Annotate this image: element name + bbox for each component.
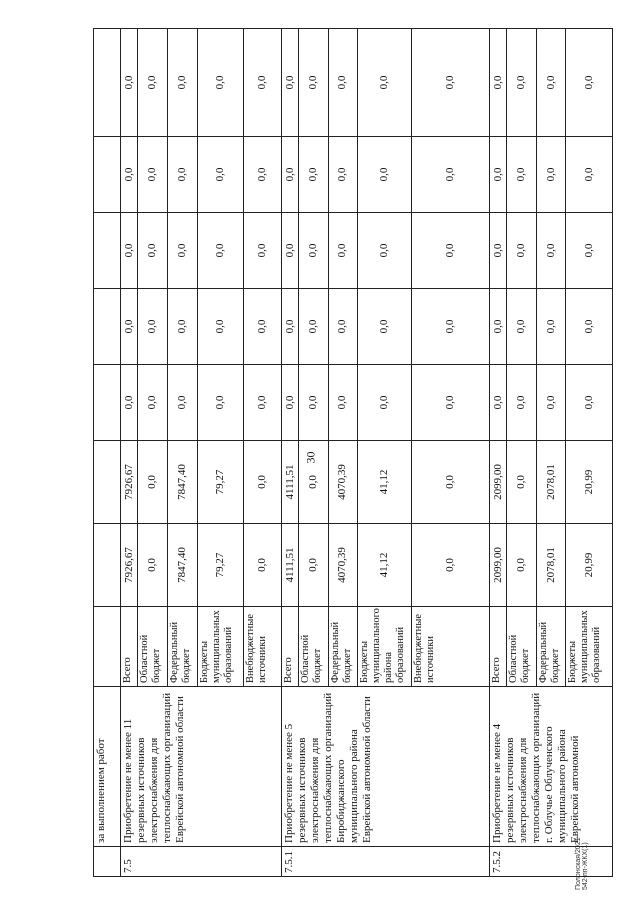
amount-cell: 0,0	[167, 137, 197, 213]
amount-cell: 79,27	[197, 524, 244, 607]
funding-source: Внебюджетные источники	[412, 607, 490, 687]
amount-cell: 0,0	[299, 441, 329, 524]
section-description: Приобретение не менее 11 резервных источников электроснабжения для теплоснабжающих организаций Еврейской автономной области	[121, 687, 282, 847]
funding-source: Всего	[490, 607, 507, 687]
amount-cell: 0,0	[282, 289, 299, 365]
amount-cell: 0,0	[138, 524, 168, 607]
funding-source: Областной бюджет	[138, 607, 168, 687]
section-number: 7.5.2	[490, 847, 613, 877]
amount-cell: 0,0	[490, 29, 507, 137]
cell-empty	[94, 29, 121, 137]
amount-cell: 0,0	[328, 213, 358, 289]
amount-cell: 0,0	[197, 289, 244, 365]
amount-cell: 0,0	[566, 213, 613, 289]
amount-cell: 4070,39	[328, 524, 358, 607]
cell-empty	[94, 607, 121, 687]
funding-source: Федеральный бюджет	[167, 607, 197, 687]
amount-cell: 0,0	[244, 29, 282, 137]
amount-cell: 0,0	[244, 213, 282, 289]
amount-cell: 0,0	[507, 289, 537, 365]
amount-cell: 0,0	[197, 213, 244, 289]
amount-cell: 2099,00	[490, 524, 507, 607]
amount-cell: 7926,67	[121, 524, 138, 607]
amount-cell: 0,0	[138, 213, 168, 289]
amount-cell: 0,0	[138, 365, 168, 441]
amount-cell: 0,0	[299, 213, 329, 289]
amount-cell: 0,0	[299, 289, 329, 365]
amount-cell: 0,0	[507, 365, 537, 441]
footer-code: Полонская/2021-542-пп-ЖКХ(1)	[575, 835, 589, 890]
amount-cell: 0,0	[358, 289, 412, 365]
section-number: 7.5.1	[282, 847, 490, 877]
amount-cell: 0,0	[536, 137, 566, 213]
amount-cell: 4111,51	[282, 441, 299, 524]
funding-source: Областной бюджет	[299, 607, 329, 687]
amount-cell: 0,0	[566, 365, 613, 441]
amount-cell: 0,0	[507, 441, 537, 524]
amount-cell: 2078,01	[536, 524, 566, 607]
amount-cell: 0,0	[138, 29, 168, 137]
amount-cell: 0,0	[536, 289, 566, 365]
amount-cell: 0,0	[244, 137, 282, 213]
cell-empty	[94, 289, 121, 365]
amount-cell: 0,0	[328, 137, 358, 213]
amount-cell: 0,0	[138, 137, 168, 213]
amount-cell: 0,0	[121, 137, 138, 213]
page-number: 30	[303, 451, 318, 464]
amount-cell: 0,0	[138, 289, 168, 365]
amount-cell: 0,0	[244, 524, 282, 607]
amount-cell: 0,0	[121, 365, 138, 441]
section-number: 7.5	[121, 847, 282, 877]
amount-cell: 0,0	[299, 29, 329, 137]
cell-empty	[94, 441, 121, 524]
amount-cell: 0,0	[282, 365, 299, 441]
amount-cell: 0,0	[412, 213, 490, 289]
amount-cell: 0,0	[244, 441, 282, 524]
amount-cell: 0,0	[536, 213, 566, 289]
amount-cell: 0,0	[167, 365, 197, 441]
amount-cell: 0,0	[197, 365, 244, 441]
amount-cell: 7926,67	[121, 441, 138, 524]
funding-source: Бюджеты муниципальных образований	[197, 607, 244, 687]
cell-empty	[94, 847, 121, 877]
amount-cell: 41,12	[358, 441, 412, 524]
table-row	[121, 29, 138, 877]
funding-source: Всего	[282, 607, 299, 687]
funding-source: Федеральный бюджет	[536, 607, 566, 687]
cell-empty	[94, 213, 121, 289]
header-continuation-text: за выполнением работ	[94, 687, 121, 847]
amount-cell: 7847,40	[167, 524, 197, 607]
amount-cell: 0,0	[412, 524, 490, 607]
amount-cell: 0,0	[299, 365, 329, 441]
amount-cell: 0,0	[566, 29, 613, 137]
amount-cell: 0,0	[167, 289, 197, 365]
amount-cell: 0,0	[566, 137, 613, 213]
cell-empty	[94, 365, 121, 441]
amount-cell: 0,0	[282, 213, 299, 289]
amount-cell: 79,27	[197, 441, 244, 524]
amount-cell: 41,12	[358, 524, 412, 607]
amount-cell: 7847,40	[167, 441, 197, 524]
amount-cell: 0,0	[138, 441, 168, 524]
amount-cell: 0,0	[328, 29, 358, 137]
amount-cell: 0,0	[490, 137, 507, 213]
amount-cell: 2099,00	[490, 441, 507, 524]
amount-cell: 0,0	[412, 29, 490, 137]
table-body	[94, 29, 613, 877]
amount-cell: 0,0	[299, 137, 329, 213]
amount-cell: 0,0	[358, 365, 412, 441]
funding-source: Бюджеты муниципальных образований	[566, 607, 613, 687]
amount-cell: 0,0	[490, 289, 507, 365]
amount-cell: 4070,39	[328, 441, 358, 524]
amount-cell: 0,0	[282, 137, 299, 213]
amount-cell: 0,0	[507, 524, 537, 607]
amount-cell: 0,0	[358, 137, 412, 213]
table-row	[282, 29, 299, 877]
amount-cell: 0,0	[328, 289, 358, 365]
cell-empty	[94, 524, 121, 607]
table-row	[490, 29, 507, 877]
cell-empty	[94, 137, 121, 213]
funding-source: Всего	[121, 607, 138, 687]
section-description: Приобретение не менее 4 резервных источников электроснабжения для теплоснабжающих организаций г. Облучье Облученского муниципального района Еврейской автономной	[490, 687, 613, 847]
funding-source: Областной бюджет	[507, 607, 537, 687]
amount-cell: 0,0	[507, 137, 537, 213]
amount-cell: 0,0	[507, 29, 537, 137]
table-row-header-continuation	[94, 29, 121, 877]
amount-cell: 0,0	[197, 137, 244, 213]
amount-cell: 0,0	[167, 213, 197, 289]
budget-table	[93, 28, 613, 877]
amount-cell: 0,0	[299, 524, 329, 607]
funding-source: Федеральный бюджет	[328, 607, 358, 687]
amount-cell: 0,0	[121, 289, 138, 365]
budget-table-rotated	[93, 29, 613, 877]
amount-cell: 0,0	[566, 289, 613, 365]
amount-cell: 0,0	[282, 29, 299, 137]
amount-cell: 0,0	[358, 29, 412, 137]
funding-source: Внебюджетные источники	[244, 607, 282, 687]
amount-cell: 0,0	[536, 365, 566, 441]
amount-cell: 0,0	[121, 213, 138, 289]
amount-cell: 0,0	[167, 29, 197, 137]
section-description: Приобретение не менее 5 резервных источников электроснабжения для теплоснабжающих организаций Биробиджанского муниципального района Еврейской автономной области	[282, 687, 490, 847]
amount-cell: 20,99	[566, 441, 613, 524]
amount-cell: 4111,51	[282, 524, 299, 607]
amount-cell: 0,0	[412, 137, 490, 213]
amount-cell: 0,0	[490, 213, 507, 289]
amount-cell: 0,0	[412, 441, 490, 524]
amount-cell: 20,99	[566, 524, 613, 607]
amount-cell: 0,0	[412, 365, 490, 441]
amount-cell: 0,0	[121, 29, 138, 137]
amount-cell: 0,0	[244, 289, 282, 365]
amount-cell: 0,0	[328, 365, 358, 441]
amount-cell: 0,0	[490, 365, 507, 441]
amount-cell: 0,0	[197, 29, 244, 137]
amount-cell: 0,0	[358, 213, 412, 289]
amount-cell: 2078,01	[536, 441, 566, 524]
amount-cell: 0,0	[412, 289, 490, 365]
amount-cell: 0,0	[507, 213, 537, 289]
funding-source: Бюджеты муниципального района образований	[358, 607, 412, 687]
amount-cell: 0,0	[536, 29, 566, 137]
amount-cell: 0,0	[244, 365, 282, 441]
